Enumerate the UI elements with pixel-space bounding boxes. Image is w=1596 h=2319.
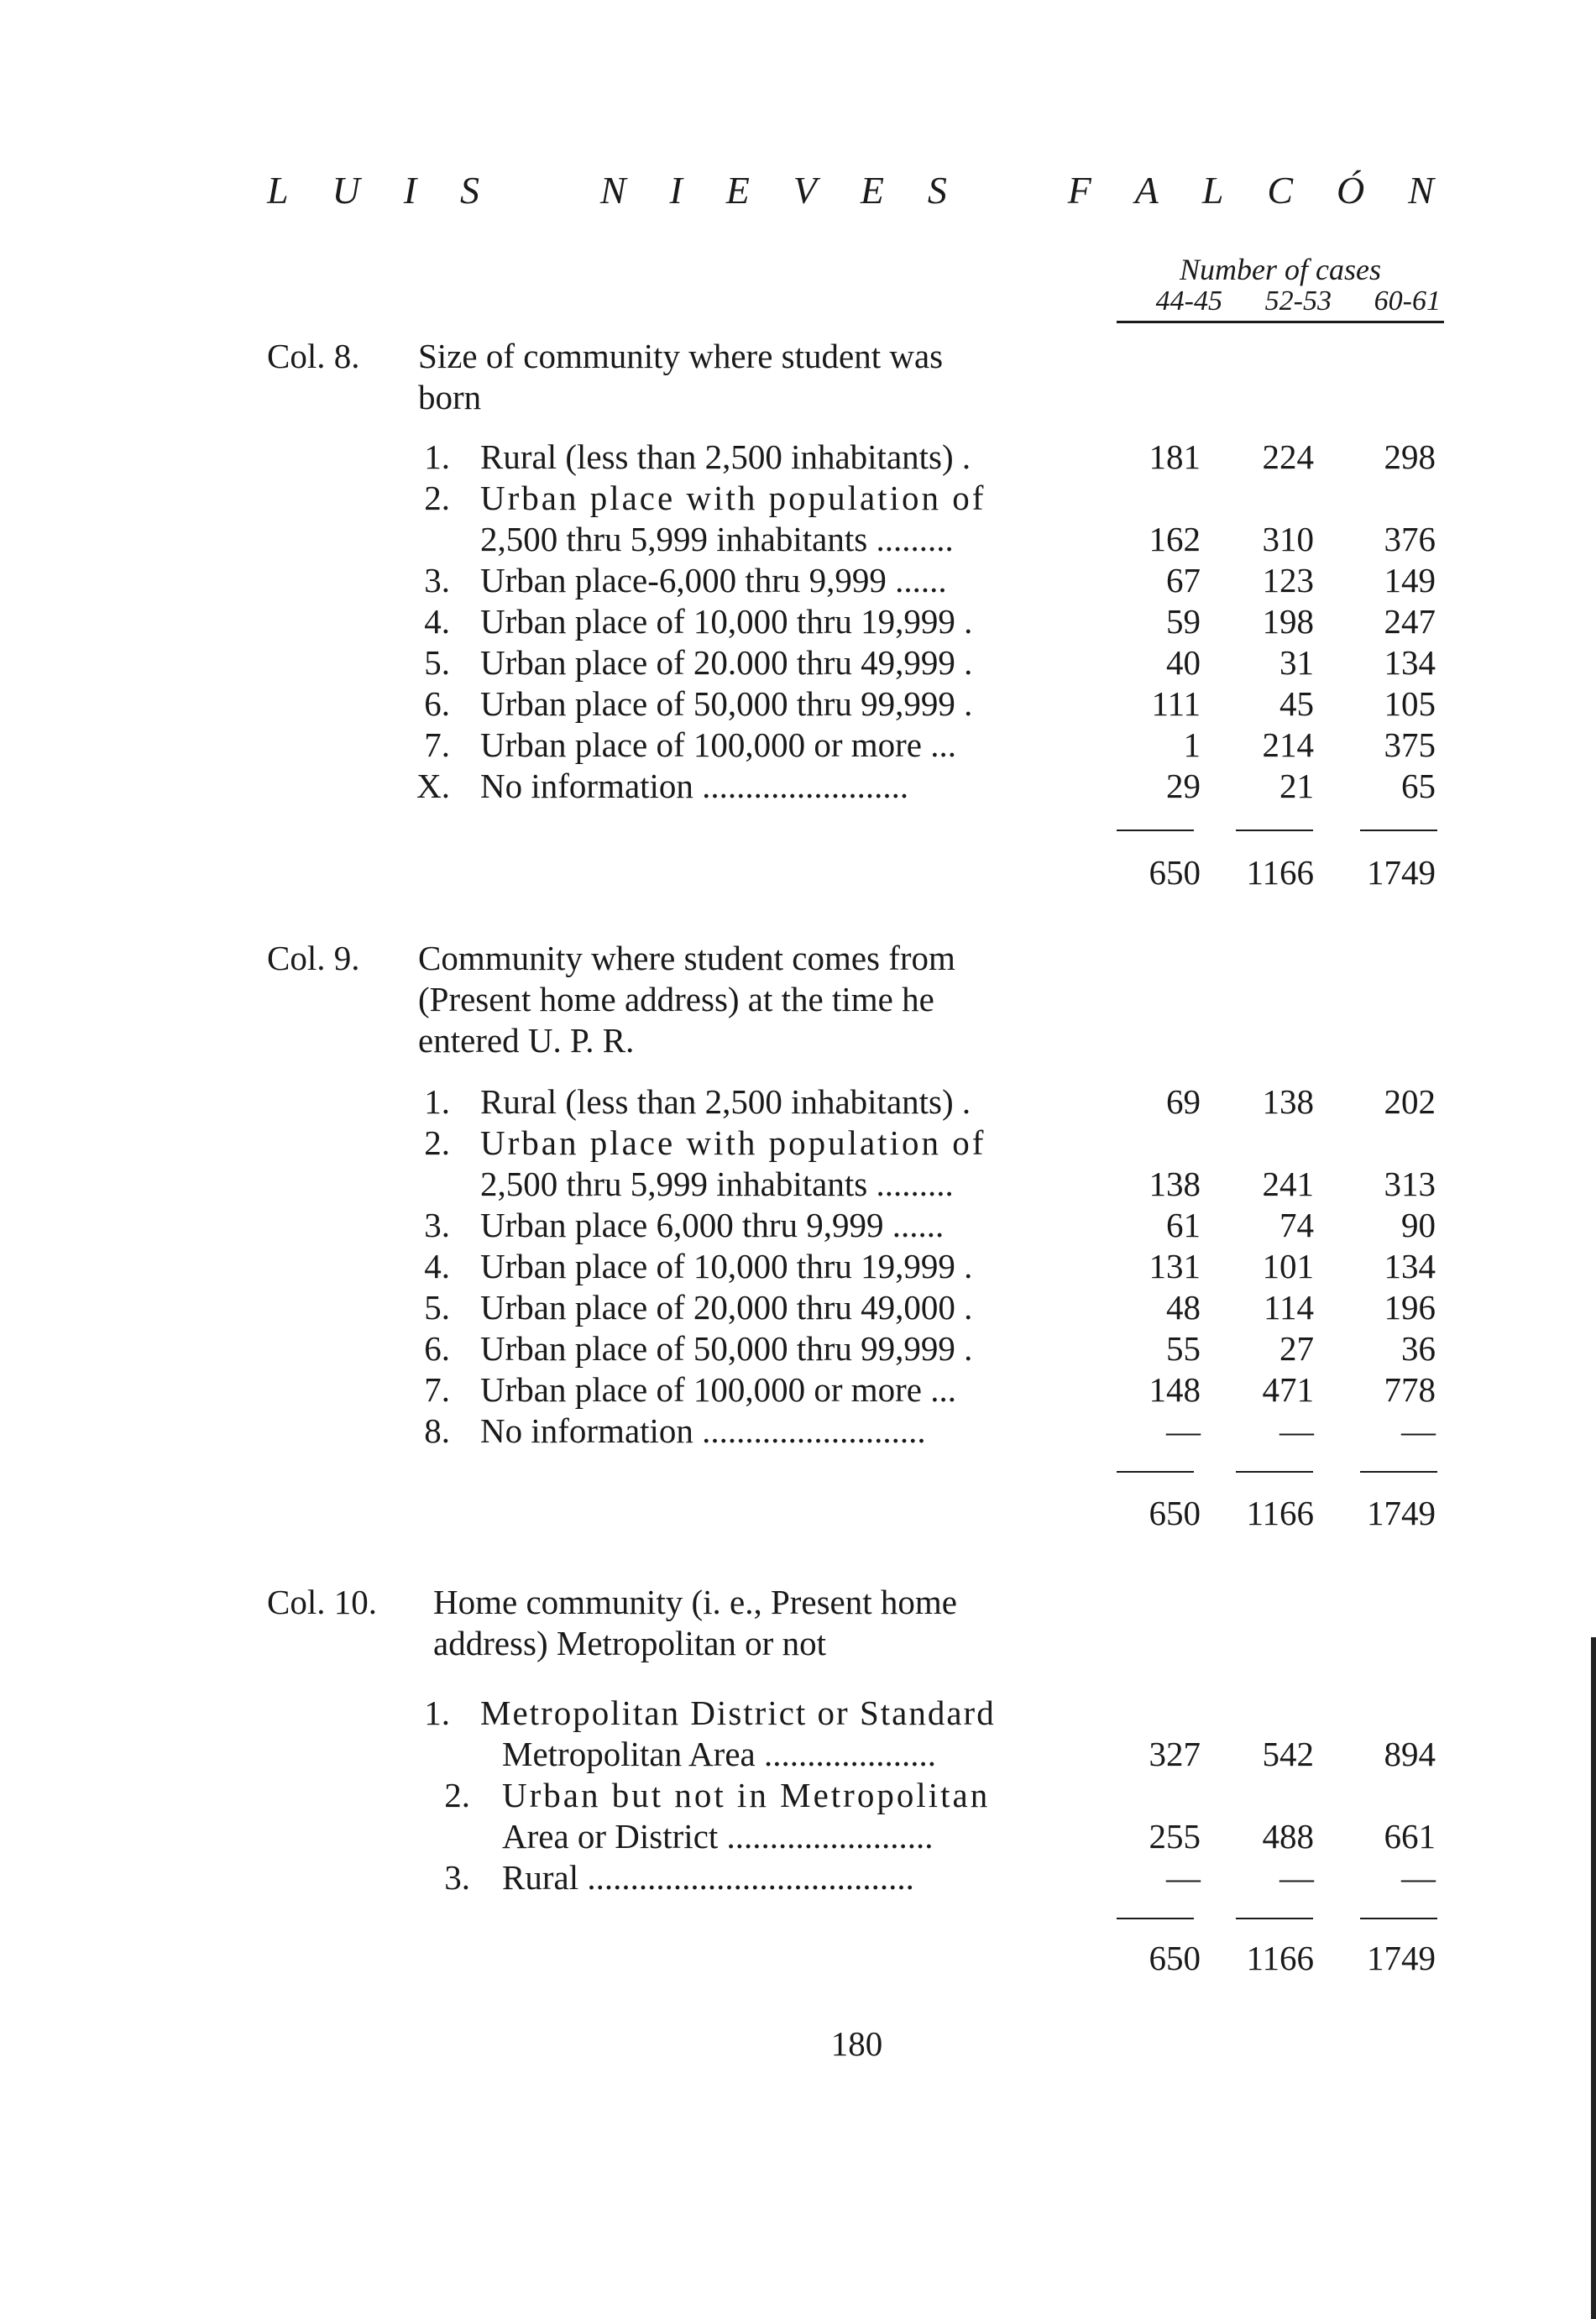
row-label: Urban place of 100,000 or more ... — [480, 1370, 956, 1409]
total-44-45: 650 — [1149, 1494, 1201, 1532]
total-rule — [1117, 830, 1194, 831]
total-rule — [1236, 1471, 1313, 1473]
running-head-letter: U — [332, 169, 360, 212]
row-number: 6. — [424, 1329, 450, 1368]
total-60-61: 1749 — [1367, 1939, 1436, 1977]
running-head-letter: F — [1067, 169, 1091, 212]
value-52-53: 224 — [1262, 437, 1314, 476]
table-row — [0, 1205, 1596, 1246]
row-label: 2,500 thru 5,999 inhabitants ......... — [480, 1165, 954, 1203]
table-row — [0, 1775, 1596, 1816]
row-label: 2,500 thru 5,999 inhabitants ......... — [480, 520, 954, 558]
totals-row — [0, 1493, 1596, 1534]
value-44-45: 255 — [1149, 1817, 1201, 1856]
table-row — [0, 1287, 1596, 1328]
totals-row — [0, 1938, 1596, 1979]
row-label: Metropolitan Area .................... — [502, 1735, 936, 1773]
totals-row — [0, 852, 1596, 893]
value-60-61: 247 — [1384, 602, 1436, 641]
value-52-53: 31 — [1279, 643, 1314, 682]
row-label: Urban place of 10,000 thru 19,999 . — [480, 1247, 973, 1285]
value-52-53: 214 — [1262, 725, 1314, 764]
running-head-letter: N — [599, 169, 626, 212]
value-60-61: 105 — [1384, 684, 1436, 723]
table-row — [0, 1328, 1596, 1369]
value-44-45: 162 — [1149, 520, 1201, 558]
row-label: Urban place 6,000 thru 9,999 ...... — [480, 1206, 945, 1244]
total-52-53: 1166 — [1246, 1939, 1314, 1977]
value-44-45: — — [1166, 1858, 1201, 1897]
table-row — [0, 1246, 1596, 1287]
row-label: Urban place-6,000 thru 9,999 ...... — [480, 561, 947, 599]
table-row — [0, 1123, 1596, 1164]
row-label: Urban place of 50,000 thru 99,999 . — [480, 684, 973, 723]
value-60-61: — — [1401, 1858, 1436, 1897]
scan-edge-shadow — [1591, 1637, 1596, 2319]
value-44-45: 1 — [1183, 725, 1201, 764]
row-number: 3. — [424, 561, 450, 599]
value-60-61: 894 — [1384, 1735, 1436, 1773]
table-row — [0, 766, 1596, 807]
row-label: Urban place with population of — [480, 479, 986, 517]
row-number: 4. — [424, 602, 450, 641]
table-row — [0, 519, 1596, 560]
table-row — [0, 560, 1596, 601]
value-52-53: 542 — [1262, 1735, 1314, 1773]
row-label: Area or District ........................ — [502, 1817, 934, 1856]
value-60-61: 36 — [1401, 1329, 1436, 1368]
value-60-61: 202 — [1384, 1082, 1436, 1121]
value-44-45: 59 — [1166, 602, 1201, 641]
value-60-61: 196 — [1384, 1288, 1436, 1327]
table-row — [0, 478, 1596, 519]
value-44-45: 111 — [1151, 684, 1201, 723]
value-52-53: 114 — [1264, 1288, 1314, 1327]
row-label: No information .......................... — [480, 1411, 926, 1450]
row-label: Urban place of 100,000 or more ... — [480, 725, 956, 764]
table-row — [0, 437, 1596, 478]
column-header-title: Number of cases — [1180, 253, 1381, 286]
row-label: Urban place of 50,000 thru 99,999 . — [480, 1329, 973, 1368]
section-title-line: entered U. P. R. — [418, 1021, 635, 1060]
total-52-53: 1166 — [1246, 853, 1314, 892]
page-number: 180 — [830, 2024, 883, 2063]
row-label: Rural (less than 2,500 inhabitants) . — [480, 1082, 971, 1121]
section-title — [418, 938, 1291, 1061]
section-label: Col. 10. — [267, 1583, 377, 1621]
value-60-61: 90 — [1401, 1206, 1436, 1244]
row-label: Rural (less than 2,500 inhabitants) . — [480, 437, 971, 476]
table-row — [0, 1369, 1596, 1411]
row-number: 7. — [424, 1370, 450, 1409]
running-head-letter: I — [669, 169, 683, 212]
row-number: 7. — [424, 725, 450, 764]
value-52-53: 123 — [1262, 561, 1314, 599]
value-60-61: — — [1401, 1411, 1436, 1450]
section-title-line: (Present home address) at the time he — [418, 980, 934, 1018]
value-44-45: 55 — [1166, 1329, 1201, 1368]
total-60-61: 1749 — [1367, 1494, 1436, 1532]
value-44-45: 29 — [1166, 767, 1201, 805]
section-label: Col. 8. — [267, 337, 360, 375]
value-44-45: 40 — [1166, 643, 1201, 682]
total-44-45: 650 — [1149, 1939, 1201, 1977]
value-52-53: 310 — [1262, 520, 1314, 558]
value-60-61: 376 — [1384, 520, 1436, 558]
table-row — [0, 642, 1596, 683]
running-head-letter: E — [725, 169, 750, 212]
row-label: Urban but not in Metropolitan — [502, 1776, 991, 1814]
section-title — [433, 1582, 1306, 1664]
row-label: Urban place of 10,000 thru 19,999 . — [480, 602, 973, 641]
row-number: 2. — [424, 479, 450, 517]
value-52-53: 27 — [1279, 1329, 1314, 1368]
running-head-letter: I — [403, 169, 417, 212]
value-44-45: 69 — [1166, 1082, 1201, 1121]
running-head-letter: A — [1134, 169, 1159, 212]
total-60-61: 1749 — [1367, 853, 1436, 892]
table-row — [0, 1857, 1596, 1898]
running-head-letter: V — [793, 169, 817, 212]
total-rule — [1236, 830, 1313, 831]
section-title-line: Size of community where student was — [418, 337, 944, 375]
value-60-61: 134 — [1384, 1247, 1436, 1285]
row-number: 5. — [424, 1288, 450, 1327]
value-44-45: 61 — [1166, 1206, 1201, 1244]
table-row — [0, 1734, 1596, 1775]
value-52-53: 488 — [1262, 1817, 1314, 1856]
running-head-letter: S — [927, 169, 947, 212]
row-number: 6. — [424, 684, 450, 723]
value-60-61: 298 — [1384, 437, 1436, 476]
running-head-letter: N — [1408, 169, 1434, 212]
table-row — [0, 601, 1596, 642]
section-title-line: Community where student comes from — [418, 939, 955, 977]
row-number: 1. — [424, 1693, 450, 1732]
total-rule — [1360, 830, 1437, 831]
value-60-61: 661 — [1384, 1817, 1436, 1856]
total-rule — [1360, 1918, 1437, 1919]
value-52-53: — — [1279, 1858, 1314, 1897]
value-52-53: 471 — [1262, 1370, 1314, 1409]
row-label: No information ........................ — [480, 767, 909, 805]
table-row — [0, 725, 1596, 766]
table-row — [0, 1693, 1596, 1734]
column-header-years — [1117, 285, 1444, 323]
value-60-61: 149 — [1384, 561, 1436, 599]
row-number: 4. — [424, 1247, 450, 1285]
row-number: 1. — [424, 437, 450, 476]
total-rule — [1117, 1471, 1194, 1473]
section-title — [418, 336, 1291, 418]
total-rule — [1360, 1471, 1437, 1473]
running-head-letter: L — [267, 169, 289, 212]
year-header: 52-53 — [1264, 285, 1332, 317]
value-44-45: 67 — [1166, 561, 1201, 599]
row-label: Urban place of 20,000 thru 49,000 . — [480, 1288, 973, 1327]
running-head-letter: Ó — [1337, 169, 1365, 212]
table-row — [0, 1081, 1596, 1123]
table-row — [0, 1164, 1596, 1205]
value-60-61: 778 — [1384, 1370, 1436, 1409]
value-52-53: 45 — [1279, 684, 1314, 723]
table-row — [0, 683, 1596, 725]
section-title-line: address) Metropolitan or not — [433, 1624, 826, 1662]
row-number: 3. — [444, 1858, 470, 1897]
value-44-45: — — [1166, 1411, 1201, 1450]
year-header: 60-61 — [1374, 285, 1441, 317]
row-number: 3. — [424, 1206, 450, 1244]
section-title-line: born — [418, 378, 482, 416]
value-44-45: 138 — [1149, 1165, 1201, 1203]
value-52-53: 74 — [1279, 1206, 1314, 1244]
row-number: 8. — [424, 1411, 450, 1450]
value-60-61: 65 — [1401, 767, 1436, 805]
row-number: 2. — [424, 1123, 450, 1162]
value-52-53: 138 — [1262, 1082, 1314, 1121]
value-52-53: — — [1279, 1411, 1314, 1450]
running-head — [267, 168, 1434, 218]
total-rule — [1117, 1918, 1194, 1919]
total-rule — [1236, 1918, 1313, 1919]
value-52-53: 198 — [1262, 602, 1314, 641]
section-label: Col. 9. — [267, 939, 360, 977]
row-number: X. — [416, 767, 450, 805]
running-head-letter: C — [1267, 169, 1294, 212]
value-44-45: 48 — [1166, 1288, 1201, 1327]
value-60-61: 134 — [1384, 643, 1436, 682]
value-44-45: 181 — [1149, 437, 1201, 476]
total-44-45: 650 — [1149, 853, 1201, 892]
row-label: Metropolitan District or Standard — [480, 1693, 996, 1732]
value-52-53: 21 — [1279, 767, 1314, 805]
table-row — [0, 1816, 1596, 1857]
value-60-61: 313 — [1384, 1165, 1436, 1203]
running-head-letter: E — [860, 169, 884, 212]
row-number: 5. — [424, 643, 450, 682]
value-44-45: 327 — [1149, 1735, 1201, 1773]
running-head-letter: S — [459, 169, 479, 212]
row-number: 1. — [424, 1082, 450, 1121]
row-label: Rural ...................................... — [502, 1858, 914, 1897]
value-44-45: 148 — [1149, 1370, 1201, 1409]
row-label: Urban place with population of — [480, 1123, 986, 1162]
value-52-53: 241 — [1262, 1165, 1314, 1203]
section-title-line: Home community (i. e., Present home — [433, 1583, 957, 1621]
value-44-45: 131 — [1149, 1247, 1201, 1285]
table-row — [0, 1411, 1596, 1452]
running-head-letter: L — [1201, 169, 1224, 212]
value-52-53: 101 — [1262, 1247, 1314, 1285]
row-number: 2. — [444, 1776, 470, 1814]
total-52-53: 1166 — [1246, 1494, 1314, 1532]
row-label: Urban place of 20.000 thru 49,999 . — [480, 643, 973, 682]
year-header: 44-45 — [1155, 285, 1222, 317]
value-60-61: 375 — [1384, 725, 1436, 764]
